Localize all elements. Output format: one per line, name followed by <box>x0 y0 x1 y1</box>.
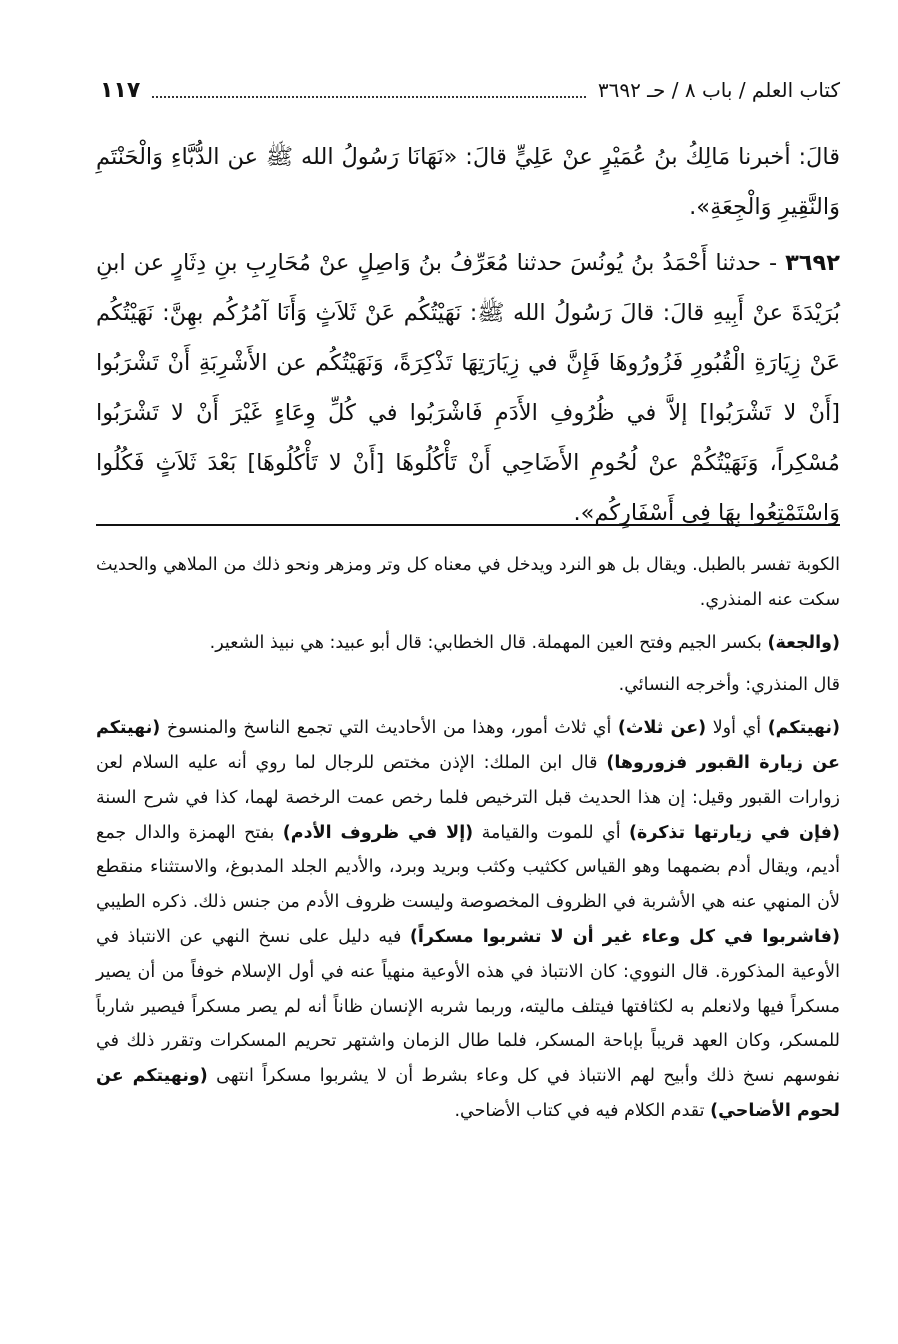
commentary-term: (فاشربوا في كل وعاء غير أن لا تشربوا مسكراً) <box>409 926 840 947</box>
commentary-gloss: فيه دليل على نسخ النهي عن الانتباذ في الأوعية المذكورة. قال النووي: كان الانتباذ في هذه الأوعية منهياً عنه في أول الإسلام خوفاً من أن يصير مسكراً فيها ولانعلم به لكثافتها فيتلف ماليته، وربما شربه الإنسان ظاناً أنه لم يصر مسكراً فيصير شارباً للمسكر، وكان العهد قريباً بإباحة المسكر، فلما طال الزمان واشتهر تحريم المسكرات وتقرر ذلك في نفوسهم نسخ ذلك وأبيح لهم الانتباذ في كل وعاء بشرط أن لا يشربوا مسكراً انتهى <box>96 926 840 1087</box>
running-header <box>100 70 840 110</box>
commentary-term: (نهيتكم عن زيارة القبور فزوروها) <box>96 718 840 773</box>
commentary-text <box>96 548 840 1137</box>
hadith-paragraph <box>96 238 840 538</box>
commentary-term: (عن ثلاث) <box>617 718 707 739</box>
commentary-term: (نهيتكم) <box>767 718 840 739</box>
commentary-gloss: بفتح الهمزة والدال جمع أديم، ويقال أدم بضمهما وهو القياس ككثيب وكثب وبريد وبرد، والأديم الجلد المدبوغ، والاستثناء منقطع لأن المنهي عنه هي الأشربة في الظروف المخصوصة وليست ظروف الأدم من جنس ذلك. ذكره الطيبي <box>96 822 840 913</box>
section-divider <box>96 524 840 526</box>
commentary-paragraph <box>96 711 840 1129</box>
commentary-gloss: أي للموت والقيامة <box>473 822 629 843</box>
commentary-paragraph: قال المنذري: وأخرجه النسائي. <box>618 675 840 696</box>
header-title: كتاب العلم / باب ٨ / حـ ٣٦٩٢ <box>597 78 840 102</box>
commentary-term: (فإن في زيارتها تذكرة) <box>629 822 840 843</box>
commentary-gloss: تقدم الكلام فيه في كتاب الأضاحي. <box>454 1100 711 1121</box>
hadith-number: ٣٦٩٢ <box>785 250 840 276</box>
header-leader-dots <box>152 82 586 98</box>
commentary-paragraph <box>96 626 840 661</box>
hadith-paragraph: قالَ: أخبرنا مَالِكُ بنُ عُمَيْرٍ عنْ عَلِيٍّ قالَ: «نَهَانَا رَسُولُ الله ﷺ عن الدُّبَّاءِ وَالْحَنْتَمِ وَالنَّقِيرِ وَالْجِعَةِ». <box>96 144 840 220</box>
hadith-body: - حدثنا أَحْمَدُ بنُ يُونُسَ حدثنا مُعَرِّفُ بنُ وَاصِلٍ عنْ مُحَارِبِ بنِ دِثَارٍ عن ابنِ بُرَيْدَةَ عنْ أَبِيهِ قالَ: قالَ رَسُولُ الله ﷺ: نَهَيْتُكُم عَنْ ثَلاَثٍ وَأَنَا آمُرُكُم بهِنَّ: نَهَيْتُكُم عَنْ زِيَارَةِ الْقُبُورِ فَزُورُوهَا فَإِنَّ في زِيَارَتِهَا تَذْكِرَةً، وَنَهَيْتُكُم عن الأَشْرِبَةِ أَنْ تَشْرَبُوا [أَنْ لا تَشْرَبُوا] إلاَّ في ظُرُوفِ الأَدَمِ فَاشْرَبُوا في كُلِّ وِعَاءٍ غَيْرَ أَنْ لا تَشْرَبُوا مُسْكِراً، وَنَهَيْتُكُمْ عنْ لُحُومِ الأَضَاحِي أَنْ تَأْكُلُوهَا [أَنْ لا تَأْكُلُوهَا] بَعْدَ ثَلاَثٍ فَكُلُوا وَاسْتَمْتِعُوا بِهَا فِي أَسْفَارِكُم». <box>96 250 840 526</box>
hadith-text <box>96 132 840 544</box>
commentary-gloss: بكسر الجيم وفتح العين المهملة. قال الخطابي: قال أبو عبيد: هي نبيذ الشعير. <box>209 632 768 653</box>
commentary-term: (إلا في ظروف الأدم) <box>282 822 474 843</box>
commentary-term: (والجعة) <box>767 632 840 653</box>
commentary-paragraph: الكوبة تفسر بالطبل. ويقال بل هو النرد ويدخل في معناه كل وتر ومزهر ونحو ذلك من الملاهي والحديث سكت عنه المنذري. <box>96 555 840 610</box>
page-number: ١١٧ <box>100 77 141 103</box>
commentary-gloss: قال ابن الملك: الإذن مختص للرجال لما روي أنه عليه السلام لعن زوارات القبور وقيل: إن هذا الحديث قبل الترخيص فلما رخص عمت الرخصة لهما، كذا في شرح السنة <box>96 752 840 808</box>
commentary-gloss: أي ثلاث أمور، وهذا من الأحاديث التي تجمع الناسخ والمنسوخ <box>160 718 618 739</box>
commentary-term: (ونهيتكم عن لحوم الأضاحي) <box>96 1066 840 1121</box>
commentary-gloss: أي أولا <box>706 718 768 739</box>
